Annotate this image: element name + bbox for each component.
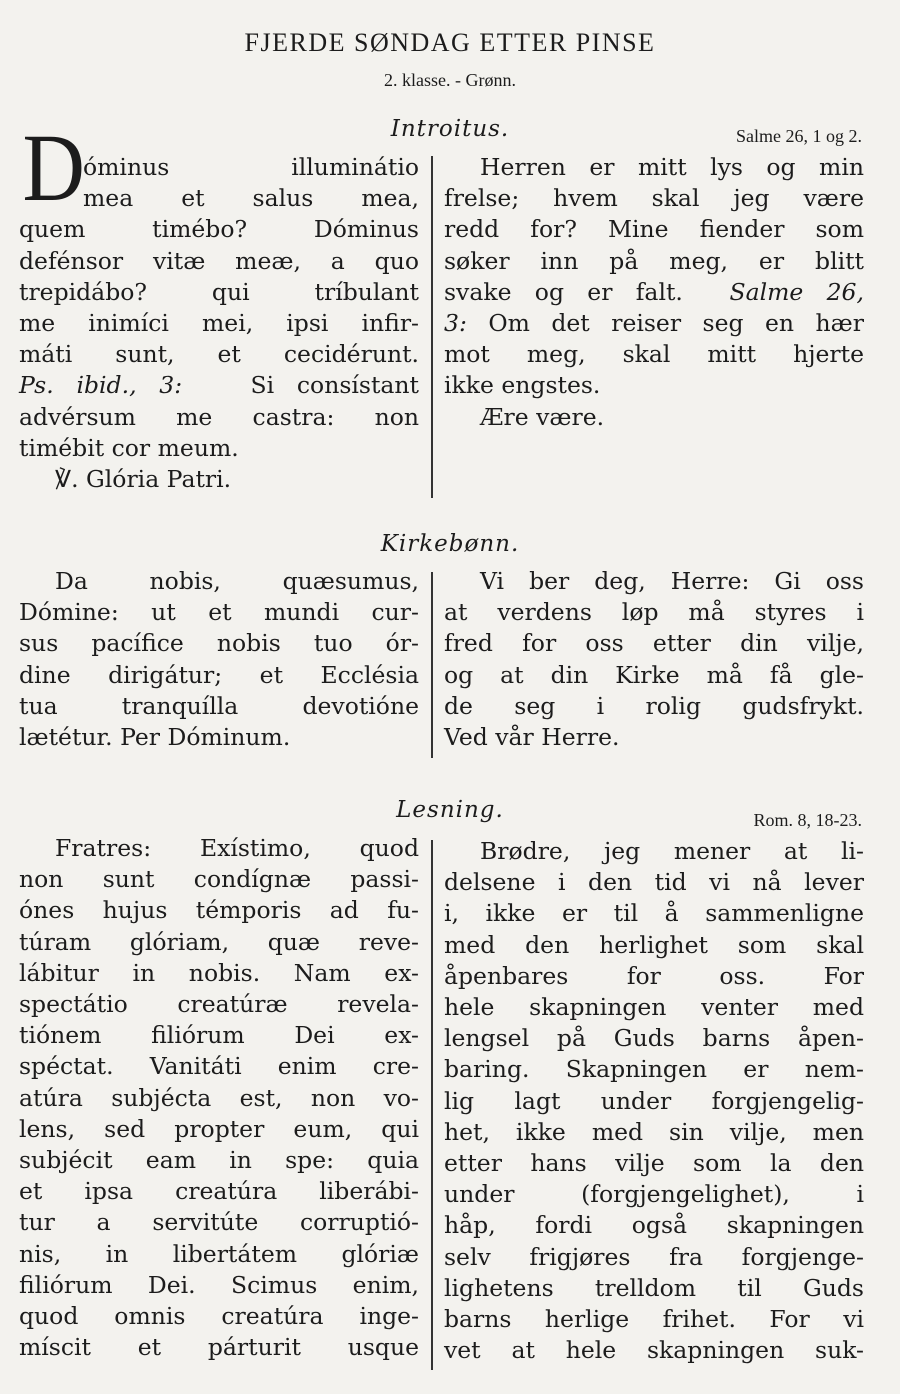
gloria-line: Ære være. <box>480 402 605 431</box>
text-line: håp, fordi også skapningen <box>444 1211 864 1240</box>
text-line: trepidábo? qui tríbulant <box>19 277 419 306</box>
dropcap-letter: D <box>22 114 85 221</box>
introitus-latin <box>19 152 419 495</box>
text-line: het, ikke med sin vilje, men <box>444 1117 864 1146</box>
lesning-norsk <box>444 836 864 1366</box>
text-line: lig lagt under forgjengelig- <box>444 1086 864 1115</box>
text-fragment: Si consístant <box>250 371 419 400</box>
text-line: Vi ber deg, Herre: Gi oss <box>480 567 864 595</box>
text-line: me inimíci mei, ipsi infir- <box>19 309 419 338</box>
text-line: frelse; hvem skal jeg være <box>444 184 864 213</box>
psalm-reference: Ps. ibid., 3: <box>19 371 183 400</box>
text-line: Dómine: ut et mundi cur- <box>19 598 419 627</box>
text-line: spéctat. Vanitáti enim cre- <box>19 1052 419 1081</box>
text-fragment: Om det reiser seg en hær <box>488 309 864 338</box>
text-line: óminus illuminátio <box>83 153 419 181</box>
text-line: Ved vår Herre. <box>444 723 620 752</box>
text-line: túram glóriam, quæ reve- <box>19 927 419 956</box>
text-line: ónes hujus témporis ad fu- <box>19 896 419 925</box>
section-heading-lesning: Lesning. <box>396 797 504 823</box>
text-line: hele skapningen venter med <box>444 993 864 1022</box>
text-line: redd for? Mine fiender som <box>444 215 864 244</box>
column-divider <box>431 572 433 758</box>
text-line: selv frigjøres fra forgjenge- <box>444 1242 864 1271</box>
text-line: tur a servitúte corruptió- <box>19 1208 419 1237</box>
text-line: delsene i den tid vi nå lever <box>444 868 864 897</box>
text-line: etter hans vilje som la den <box>444 1149 864 1178</box>
text-line: defénsor vitæ meæ, a quo <box>19 246 419 275</box>
text-line: mea et salus mea, <box>83 184 419 213</box>
text-line <box>444 277 864 308</box>
kirkebonn-norsk <box>444 566 864 753</box>
text-line: at verdens løp må styres i <box>444 598 864 627</box>
text-line: under (forgjengelighet), i <box>444 1180 864 1209</box>
psalm-reference: Salme 26, <box>729 277 864 306</box>
text-line: i, ikke er til å sammenligne <box>444 899 864 928</box>
text-fragment: svake og er falt. <box>444 277 683 306</box>
section-heading-kirkebonn: Kirkebønn. <box>380 531 520 557</box>
gloria-line: ℣. Glória Patri. <box>55 465 232 494</box>
text-line: lens, sed propter eum, qui <box>19 1114 419 1143</box>
text-line: med den herlighet som skal <box>444 930 864 959</box>
text-line: míscit et párturit usque <box>19 1333 419 1362</box>
lesning-latin <box>19 833 419 1363</box>
text-line: quod omnis creatúra inge- <box>19 1302 419 1331</box>
text-line: dine dirigátur; et Ecclésia <box>19 660 419 689</box>
text-line: filiórum Dei. Scimus enim, <box>19 1270 419 1299</box>
psalm-reference: 3: <box>444 309 467 338</box>
text-line: mot meg, skal mitt hjerte <box>444 340 864 369</box>
text-line: de seg i rolig gudsfrykt. <box>444 691 864 720</box>
text-line: barns herlige frihet. For vi <box>444 1305 864 1334</box>
lesning-reference: Rom. 8, 18-23. <box>753 810 862 830</box>
introitus-norsk <box>444 152 864 433</box>
text-line: quem timébo? Dóminus <box>19 215 419 244</box>
text-line: åpenbares for oss. For <box>444 961 864 990</box>
text-line: Herren er mitt lys og min <box>480 153 864 181</box>
text-line: søker inn på meg, er blitt <box>444 246 864 275</box>
section-heading-introitus: Introitus. <box>390 116 510 142</box>
text-line: lábitur in nobis. Nam ex- <box>19 958 419 987</box>
text-line: non sunt condígnæ passi- <box>19 865 419 894</box>
introitus-reference: Salme 26, 1 og 2. <box>736 126 862 146</box>
text-line: lengsel på Guds barns åpen- <box>444 1024 864 1053</box>
text-line: atúra subjécta est, non vo- <box>19 1083 419 1112</box>
text-line: spectátio creatúræ revela- <box>19 990 419 1019</box>
text-line: baring. Skapningen er nem- <box>444 1055 864 1084</box>
text-line: tiónem filiórum Dei ex- <box>19 1021 419 1050</box>
column-divider <box>431 156 433 498</box>
text-line: fred for oss etter din vilje, <box>444 629 864 658</box>
kirkebonn-latin <box>19 566 419 753</box>
text-line: máti sunt, et cecidérunt. <box>19 340 419 369</box>
text-line: Da nobis, quæsumus, <box>55 567 419 595</box>
text-line: sus pacífice nobis tuo ór- <box>19 629 419 658</box>
column-divider <box>431 840 433 1370</box>
text-line: subjécit eam in spe: quia <box>19 1146 419 1175</box>
text-line: advérsum me castra: non <box>19 402 419 431</box>
text-line: Brødre, jeg mener at li- <box>480 837 864 865</box>
text-line <box>444 308 864 339</box>
text-line: Fratres: Exístimo, quod <box>55 834 419 862</box>
text-line: lætétur. Per Dóminum. <box>19 723 291 752</box>
text-line <box>19 370 419 401</box>
page-subtitle: 2. klasse. - Grønn. <box>384 70 516 90</box>
text-line: timébit cor meum. <box>19 433 239 462</box>
page-title: FJERDE SØNDAG ETTER PINSE <box>244 28 656 57</box>
text-line: nis, in libertátem glóriæ <box>19 1239 419 1268</box>
text-line: vet at hele skapningen suk- <box>444 1336 864 1365</box>
text-line: et ipsa creatúra liberábi- <box>19 1177 419 1206</box>
text-line: og at din Kirke må få gle- <box>444 660 864 689</box>
text-line: ikke engstes. <box>444 371 601 400</box>
text-line: lighetens trelldom til Guds <box>444 1273 864 1302</box>
text-line: tua tranquílla devotióne <box>19 691 419 720</box>
